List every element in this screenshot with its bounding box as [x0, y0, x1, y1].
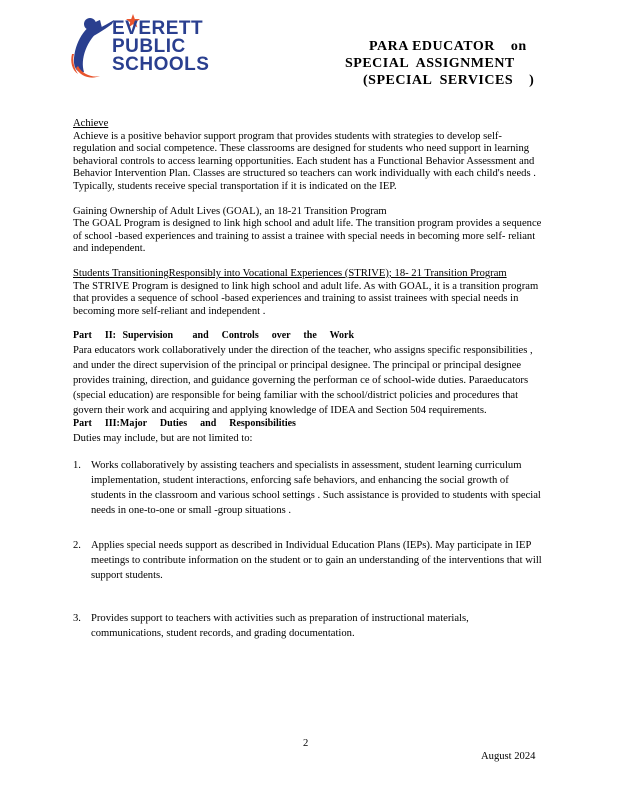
- duties-list: [73, 458, 543, 641]
- part-2-body: Para educators work collaboratively under the direction of the teacher, who assigns specific responsibilities , and under the direct supervision of the principal or principal designee. The principal or principal designee provides training, direction, and guidance governing the performan ce of school-wide duties. Paraeducators (special education) are responsible for being familiar with the school/district policies and procedures that govern their work and acquiring and applying knowledge of IDEA and Section 504 requirements.: [73, 344, 533, 416]
- section-goal: [73, 206, 543, 256]
- title-line-3: (SPECIAL SERVICES ): [363, 73, 535, 88]
- list-item-text: Provides support to teachers with activities such as preparation of instructional materials, communications, student records, and grading documentation.: [91, 612, 469, 639]
- logo-line-public: PUBLIC: [112, 36, 186, 57]
- section-body: The GOAL Program is designed to link high school and adult life. The transition program provides a sequence of school -based experiences and training to assist a trainee with special needs in becoming more self- reliant and independent.: [73, 218, 542, 255]
- part-3-heading: Part III:Major Duties and Responsibilities: [73, 417, 296, 429]
- document-date: August 2024: [481, 751, 536, 762]
- title-line-1: PARA EDUCATOR on: [369, 39, 527, 54]
- page-number: 2: [303, 738, 309, 749]
- section-body: The STRIVE Program is designed to link high school and adult life. As with GOAL, it is a transition program that provides a sequence of school -based experiences and training to assist trainees with special needs in becoming more self-reliant and independent .: [73, 280, 539, 317]
- list-item-number: 3.: [73, 612, 81, 624]
- duties-intro: Duties may include, but are not limited to:: [73, 432, 253, 444]
- part-2-heading: Part II: Supervision and Controls over the Work: [73, 330, 355, 342]
- logo-wordmark: [112, 20, 209, 74]
- list-item: [73, 538, 543, 583]
- section-heading: Gaining Ownership of Adult Lives (GOAL), an 18-21 Transition Program: [73, 205, 387, 217]
- district-logo: [70, 10, 240, 82]
- logo-line-everett: EVERETT: [112, 18, 204, 39]
- list-item-text: Applies special needs support as described in Individual Education Plans (IEPs). May participate in IEP meetings to contribute information on the student or to gain an understanding of the interventions that will support students.: [91, 539, 542, 581]
- title-line-2: SPECIAL ASSIGNMENT: [345, 56, 515, 71]
- list-item: [73, 611, 543, 641]
- section-achieve: [73, 118, 543, 194]
- section-heading: Achieve: [73, 118, 109, 129]
- section-body: Achieve is a positive behavior support program that provides students with strategies to develop self-regulation and social competence. These classrooms are designed for students who need support in learning behavioral controls to access learning opportunities. Each student has a Functional Behavior Assessment and Behavior Intervention Plan. Classes are structured so teachers can work individually with each child's needs . Typically, students receive special transportation if it is indicated on the IEP.: [73, 130, 536, 192]
- list-item-number: 1.: [73, 459, 81, 471]
- list-item: [73, 458, 543, 518]
- list-item-text: Works collaboratively by assisting teachers and specialists in assessment, student learning curriculum implementation, student interactions, enforcing safe behaviors, and enhancing the social growth of students in the classroom and various school settings . Such assistance is provided to students with special needs in one-to-one or small -group situations .: [91, 459, 541, 516]
- list-item-number: 2.: [73, 539, 81, 551]
- section-strive: [73, 268, 543, 318]
- logo-line-schools: SCHOOLS: [112, 54, 210, 75]
- document-title: [345, 38, 595, 89]
- document-body: [73, 118, 543, 661]
- section-heading: Students TransitioningResponsibly into Vocational Experiences (STRIVE); 18- 21 Transition Program: [73, 267, 507, 279]
